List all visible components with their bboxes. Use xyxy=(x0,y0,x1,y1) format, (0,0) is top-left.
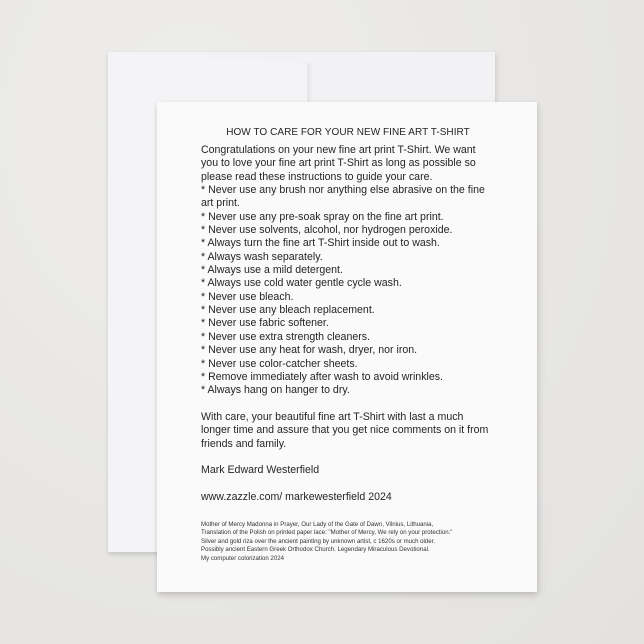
instruction-item: * Never use color-catcher sheets. xyxy=(201,357,358,370)
instruction-item: * Always use cold water gentle cycle wash. xyxy=(201,277,402,290)
fine-print-line: My computer colorization 2024 xyxy=(201,554,284,562)
fine-print-line: Silver and gold riza over the ancient painting by unknown artist, c 1620s or much older. xyxy=(201,537,436,545)
intro-line: Congratulations on your new fine art print T-Shirt. We want xyxy=(201,144,476,156)
instruction-item: * Never use any pre-soak spray on the fine art print. xyxy=(201,210,444,223)
fine-print-line: Translation of the Polish on printed paper lace: "Mother of Mercy, We rely on your protection." xyxy=(201,529,453,537)
instruction-item: * Never use extra strength cleaners. xyxy=(201,330,370,343)
instruction-item: * Never use solvents, alcohol, nor hydrogen peroxide. xyxy=(201,224,453,237)
fine-print-line: Mother of Mercy Madonna in Prayer, Our Lady of the Gate of Dawn, Vilnius, Lithuania, xyxy=(201,521,434,528)
instruction-item: * Always turn the fine art T-Shirt inside out to wash. xyxy=(201,237,440,250)
closing-line: friends and family. xyxy=(201,437,287,450)
instruction-item: * Always wash separately. xyxy=(201,250,323,263)
spacer xyxy=(201,451,501,464)
envelope-flap-shadow xyxy=(307,63,313,103)
instruction-item: * Never use any bleach replacement. xyxy=(201,304,375,317)
intro-line: please read these instructions to guide your care. xyxy=(201,170,433,183)
card-content xyxy=(201,126,501,504)
spacer xyxy=(201,478,501,491)
spacer xyxy=(201,398,501,411)
closing-line: longer time and assure that you get nice comments on it from xyxy=(201,424,489,437)
card-body xyxy=(201,144,501,504)
intro-line: you to love your fine art print T-Shirt as long as possible so xyxy=(201,157,476,170)
care-card xyxy=(157,102,537,592)
instruction-item: art print. xyxy=(201,197,240,210)
fine-print-line: Possibly ancient Eastern Greek Orthodox Church. Legendary Miraculous Devotional. xyxy=(201,546,430,554)
instruction-item: * Remove immediately after wash to avoid wrinkles. xyxy=(201,370,443,383)
signature: Mark Edward Westerfield xyxy=(201,464,320,477)
website-text: www.zazzle.com/ markewesterfield 2024 xyxy=(201,490,392,503)
instruction-item: * Never use any heat for wash, dryer, nor iron. xyxy=(201,344,418,357)
instruction-item: * Never use bleach. xyxy=(201,290,294,303)
instruction-item: * Always hang on hanger to dry. xyxy=(201,384,350,397)
instruction-item: * Never use fabric softener. xyxy=(201,317,329,330)
closing-line: With care, your beautiful fine art T-Shirt with last a much xyxy=(201,410,464,423)
instruction-item: * Never use any brush nor anything else abrasive on the fine xyxy=(201,184,485,197)
card-title: HOW TO CARE FOR YOUR NEW FINE ART T-SHIRT xyxy=(226,127,470,138)
fine-print xyxy=(201,521,452,563)
instruction-item: * Always use a mild detergent. xyxy=(201,264,343,277)
